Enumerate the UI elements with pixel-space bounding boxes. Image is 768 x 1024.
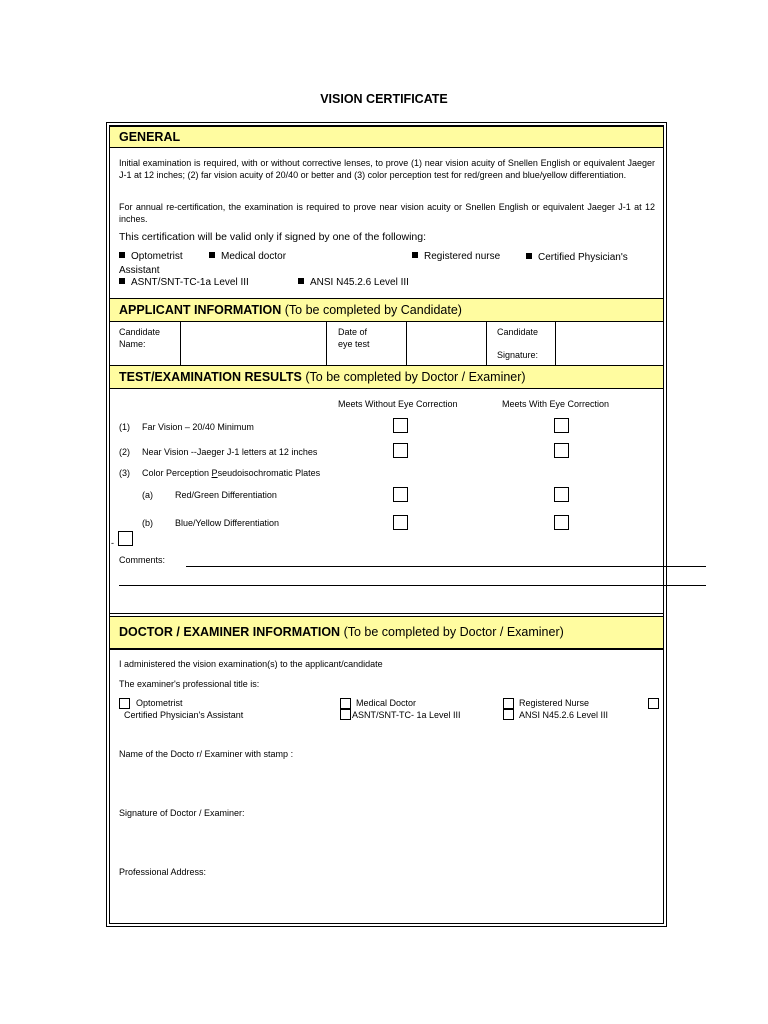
test-row-3-number: (3) <box>119 468 130 478</box>
stray-mark: - <box>111 538 114 548</box>
test-row-3b-label: Blue/Yellow Differentiation <box>175 518 280 528</box>
registered-nurse-option-label: Registered Nurse <box>519 698 590 708</box>
blue-yellow-with-correction-checkbox[interactable] <box>554 515 569 530</box>
candidate-name-label: Candidate Name: <box>119 327 161 349</box>
professional-address-label: Professional Address: <box>119 867 207 877</box>
general-paragraph-1: Initial examination is required, with or without corrective lenses, to prove (1) near vision acuity of Snellen English or equivalent Jaeger J-1 at 12 inches; (2) far vision acuity of 20/40 or better and (3) color perception test for red/green and blue/yellow differentiation. <box>119 158 655 180</box>
test-row-3-label: Color Perception Pseudoisochromatic Plates <box>142 468 321 478</box>
column-header-with-correction: Meets With Eye Correction <box>502 399 610 409</box>
applicant-heading: APPLICANT INFORMATION (To be completed by Candidate) <box>119 303 462 317</box>
physician-assistant-option-label: Certified Physician's Assistant <box>124 710 244 720</box>
registered-nurse-checkbox[interactable] <box>503 698 514 709</box>
test-row-1-label: Far Vision – 20/40 Minimum <box>142 422 254 432</box>
administered-statement: I administered the vision examination(s) to the applicant/candidate <box>119 659 383 669</box>
validity-note: This certification will be valid only if signed by one of the following: <box>119 231 426 243</box>
far-vision-without-correction-checkbox[interactable] <box>393 418 408 433</box>
eye-test-date-field[interactable] <box>408 323 484 364</box>
examiner-name-stamp-label: Name of the Docto r/ Examiner with stamp : <box>119 749 294 759</box>
page-title: VISION CERTIFICATE <box>320 92 448 106</box>
signer-asnt: ASNT/SNT-TC-1a Level III <box>119 277 249 288</box>
eye-test-date-label: Date of eye test <box>338 327 370 349</box>
test-row-2-number: (2) <box>119 447 130 457</box>
test-row-1-number: (1) <box>119 422 130 432</box>
bullet-square-icon <box>298 278 304 284</box>
test-row-3a-number: (a) <box>142 490 153 500</box>
tests-heading: TEST/EXAMINATION RESULTS (To be completed by Doctor / Examiner) <box>119 370 526 384</box>
signer-optometrist: Optometrist <box>119 251 183 262</box>
test-row-3a-label: Red/Green Differentiation <box>175 490 277 500</box>
signer-registered-nurse: Registered nurse <box>412 251 500 262</box>
test-row-2-label: Near Vision --Jaeger J-1 letters at 12 inches <box>142 447 318 457</box>
stray-checkbox[interactable] <box>118 531 133 546</box>
signer-physician-assistant: Certified Physician's Assistant <box>119 252 628 276</box>
test-row-3b-number: (b) <box>142 518 153 528</box>
asnt-checkbox[interactable] <box>340 709 351 720</box>
asnt-option-label: ASNT/SNT-TC- 1a Level III <box>352 710 461 720</box>
candidate-signature-field[interactable] <box>557 323 661 364</box>
signer-medical-doctor: Medical doctor <box>209 251 286 262</box>
examiner-name-stamp-area[interactable] <box>119 762 659 798</box>
candidate-signature-label-top: Candidate <box>497 327 539 337</box>
medical-doctor-checkbox[interactable] <box>340 698 351 709</box>
candidate-signature-label-bottom: Signature: <box>497 350 539 360</box>
near-vision-without-correction-checkbox[interactable] <box>393 443 408 458</box>
optometrist-option-label: Optometrist <box>136 698 183 708</box>
comments-line-1[interactable] <box>186 566 706 567</box>
far-vision-with-correction-checkbox[interactable] <box>554 418 569 433</box>
blue-yellow-without-correction-checkbox[interactable] <box>393 515 408 530</box>
general-header-band <box>110 126 663 148</box>
medical-doctor-option-label: Medical Doctor <box>356 698 417 708</box>
professional-title-prompt: The examiner's professional title is: <box>119 679 260 689</box>
examiner-signature-area[interactable] <box>119 821 659 857</box>
general-paragraph-2: For annual re-certification, the examination is required to prove near vision acuity or Snellen English or equivalent Jaeger J-1 at 12 inches. <box>119 202 655 224</box>
red-green-with-correction-checkbox[interactable] <box>554 487 569 502</box>
bullet-square-icon <box>119 278 125 284</box>
general-heading: GENERAL <box>119 130 181 144</box>
column-header-without-correction: Meets Without Eye Correction <box>338 399 458 409</box>
bullet-square-icon <box>526 253 532 259</box>
examiner-signature-label: Signature of Doctor / Examiner: <box>119 808 245 818</box>
ansi-option-label: ANSI N45.2.6 Level III <box>519 710 609 720</box>
physician-assistant-checkbox[interactable] <box>648 698 659 709</box>
red-green-without-correction-checkbox[interactable] <box>393 487 408 502</box>
comments-line-2[interactable] <box>119 585 706 586</box>
comments-label: Comments: <box>119 555 166 565</box>
optometrist-checkbox[interactable] <box>119 698 130 709</box>
professional-address-area[interactable] <box>119 880 659 918</box>
ansi-checkbox[interactable] <box>503 709 514 720</box>
doctor-heading: DOCTOR / EXAMINER INFORMATION (To be completed by Doctor / Examiner) <box>119 625 564 639</box>
signer-ansi: ANSI N45.2.6 Level III <box>298 277 409 288</box>
candidate-name-field[interactable] <box>182 323 324 364</box>
near-vision-with-correction-checkbox[interactable] <box>554 443 569 458</box>
